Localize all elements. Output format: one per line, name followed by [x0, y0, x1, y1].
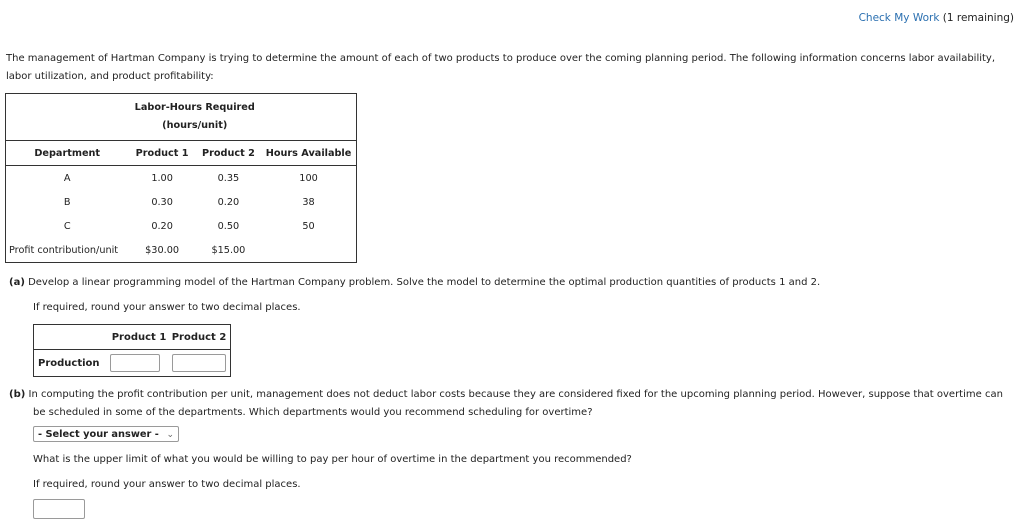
hours-cell: 38 [302, 196, 315, 208]
part-a-round-note: If required, round your answer to two decimal places. [33, 302, 301, 313]
profit-row [6, 238, 357, 263]
department-select[interactable] [33, 426, 179, 442]
hours-cell: 100 [299, 172, 318, 184]
part-b-round-note: If required, round your answer to two decimal places. [33, 479, 301, 490]
remaining-count: (1 remaining) [942, 12, 1014, 24]
check-work-status [859, 12, 1014, 24]
group-header-line2: (hours/unit) [162, 120, 228, 131]
profit-label: Profit contribution/unit [9, 244, 119, 256]
select-value: - Select your answer - [38, 429, 159, 440]
labor-data-table [5, 93, 357, 263]
p2-cell: 0.20 [217, 196, 240, 208]
hours-cell: 50 [302, 220, 315, 232]
product1-production-input[interactable] [110, 354, 160, 372]
dept-cell: B [63, 196, 71, 208]
upper-limit-question: What is the upper limit of what you would be willing to pay per hour of overtime in the department you recommended? [33, 454, 632, 465]
part-b-text-line2: be scheduled in some of the departments. Which departments would you recommend scheduling for overtime? [33, 407, 593, 418]
production-table [33, 324, 231, 377]
part-a-question [9, 277, 820, 288]
p2-cell: 0.35 [217, 172, 240, 184]
p1-cell: 1.00 [151, 172, 173, 184]
dept-cell: A [63, 172, 71, 184]
prod-col-product1: Product 1 [111, 331, 167, 343]
part-a-label: (a) [9, 277, 25, 288]
production-row-label: Production [34, 350, 111, 377]
part-b-question [9, 386, 1023, 422]
overtime-rate-input[interactable] [33, 499, 85, 519]
chevron-down-icon: ⌄ [166, 430, 174, 440]
col-header-department: Department [6, 141, 129, 166]
table-row [6, 190, 357, 214]
dept-cell: C [63, 220, 71, 232]
p1-cell: 0.30 [151, 196, 173, 208]
p1-cell: 0.20 [151, 220, 173, 232]
prod-col-product2: Product 2 [171, 331, 227, 343]
col-header-product1: Product 1 [128, 141, 195, 166]
profit-p1: $30.00 [145, 244, 180, 256]
p2-cell: 0.50 [217, 220, 240, 232]
part-a-text: Develop a linear programming model of the Hartman Company problem. Solve the model to determine the optimal production quantities of products 1 and 2. [28, 277, 821, 288]
table-row [6, 214, 357, 238]
col-header-hours: Hours Available [261, 141, 356, 166]
group-header-line1: Labor-Hours Required [134, 102, 255, 113]
check-my-work-link[interactable]: Check My Work [858, 12, 940, 24]
part-b-text-line1: In computing the profit contribution per unit, management does not deduct labor costs because they are considered fixed for the upcoming planning period. However, suppose that overtime can [28, 389, 1003, 400]
part-b-label: (b) [9, 389, 26, 400]
group-header [128, 94, 261, 141]
col-header-product2: Product 2 [196, 141, 261, 166]
problem-intro: The management of Hartman Company is trying to determine the amount of each of two products to produce over the coming planning period. The following information concerns labor availability, labor utilization, and product profitability: [6, 53, 996, 82]
table-row [6, 166, 357, 191]
profit-p2: $15.00 [211, 244, 246, 256]
product2-production-input[interactable] [172, 354, 226, 372]
